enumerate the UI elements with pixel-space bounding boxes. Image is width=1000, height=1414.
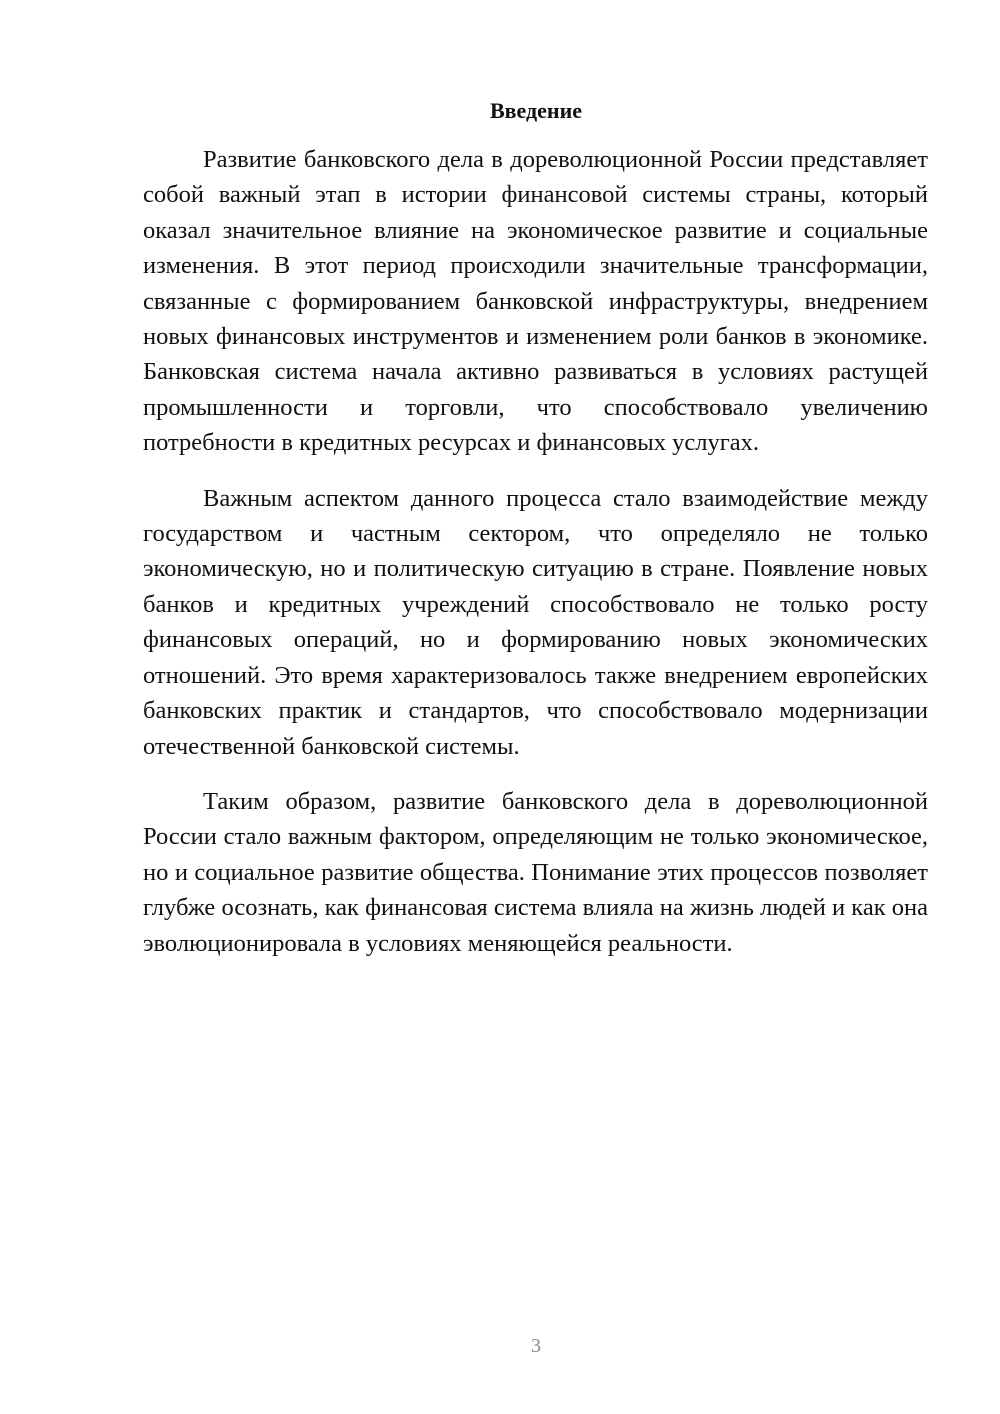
page-number: 3 (531, 1335, 541, 1357)
body-text (143, 142, 928, 981)
page-title: Введение (489, 98, 583, 123)
paragraph-2: Важным аспектом данного процесса стало взаимодействие между государством и частным сектором, что определяло не только экономическую, но и политическую ситуацию в стране. Появление новых банков и кредитных учреждений способствовало не только росту финансовых операций, но и формированию новых экономических отношений. Это время характеризовалось также внедрением европейских банковских практик и стандартов, что способствовало модернизации отечественной банковской системы. (143, 484, 928, 760)
paragraph-3: Таким образом, развитие банковского дела в дореволюционной России стало важным фактором, определяющим не только экономическое, но и социальное развитие общества. Понимание этих процессов позволяет глубже осознать, как финансовая система влияла на жизнь людей и как она эволюционировала в условиях меняющейся реальности. (143, 787, 928, 957)
paragraph-1: Развитие банковского дела в дореволюционной России представляет собой важный этап в истории финансовой системы страны, который оказал значительное влияние на экономическое развитие и социальные изменения. В этот период происходили значительные трансформации, связанные с формированием банковской инфраструктуры, внедрением новых финансовых инструментов и изменением роли банков в экономике. Банковская система начала активно развиваться в условиях растущей промышленности и торговли, что способствовало увеличению потребности в кредитных ресурсах и финансовых услугах. (143, 146, 928, 457)
